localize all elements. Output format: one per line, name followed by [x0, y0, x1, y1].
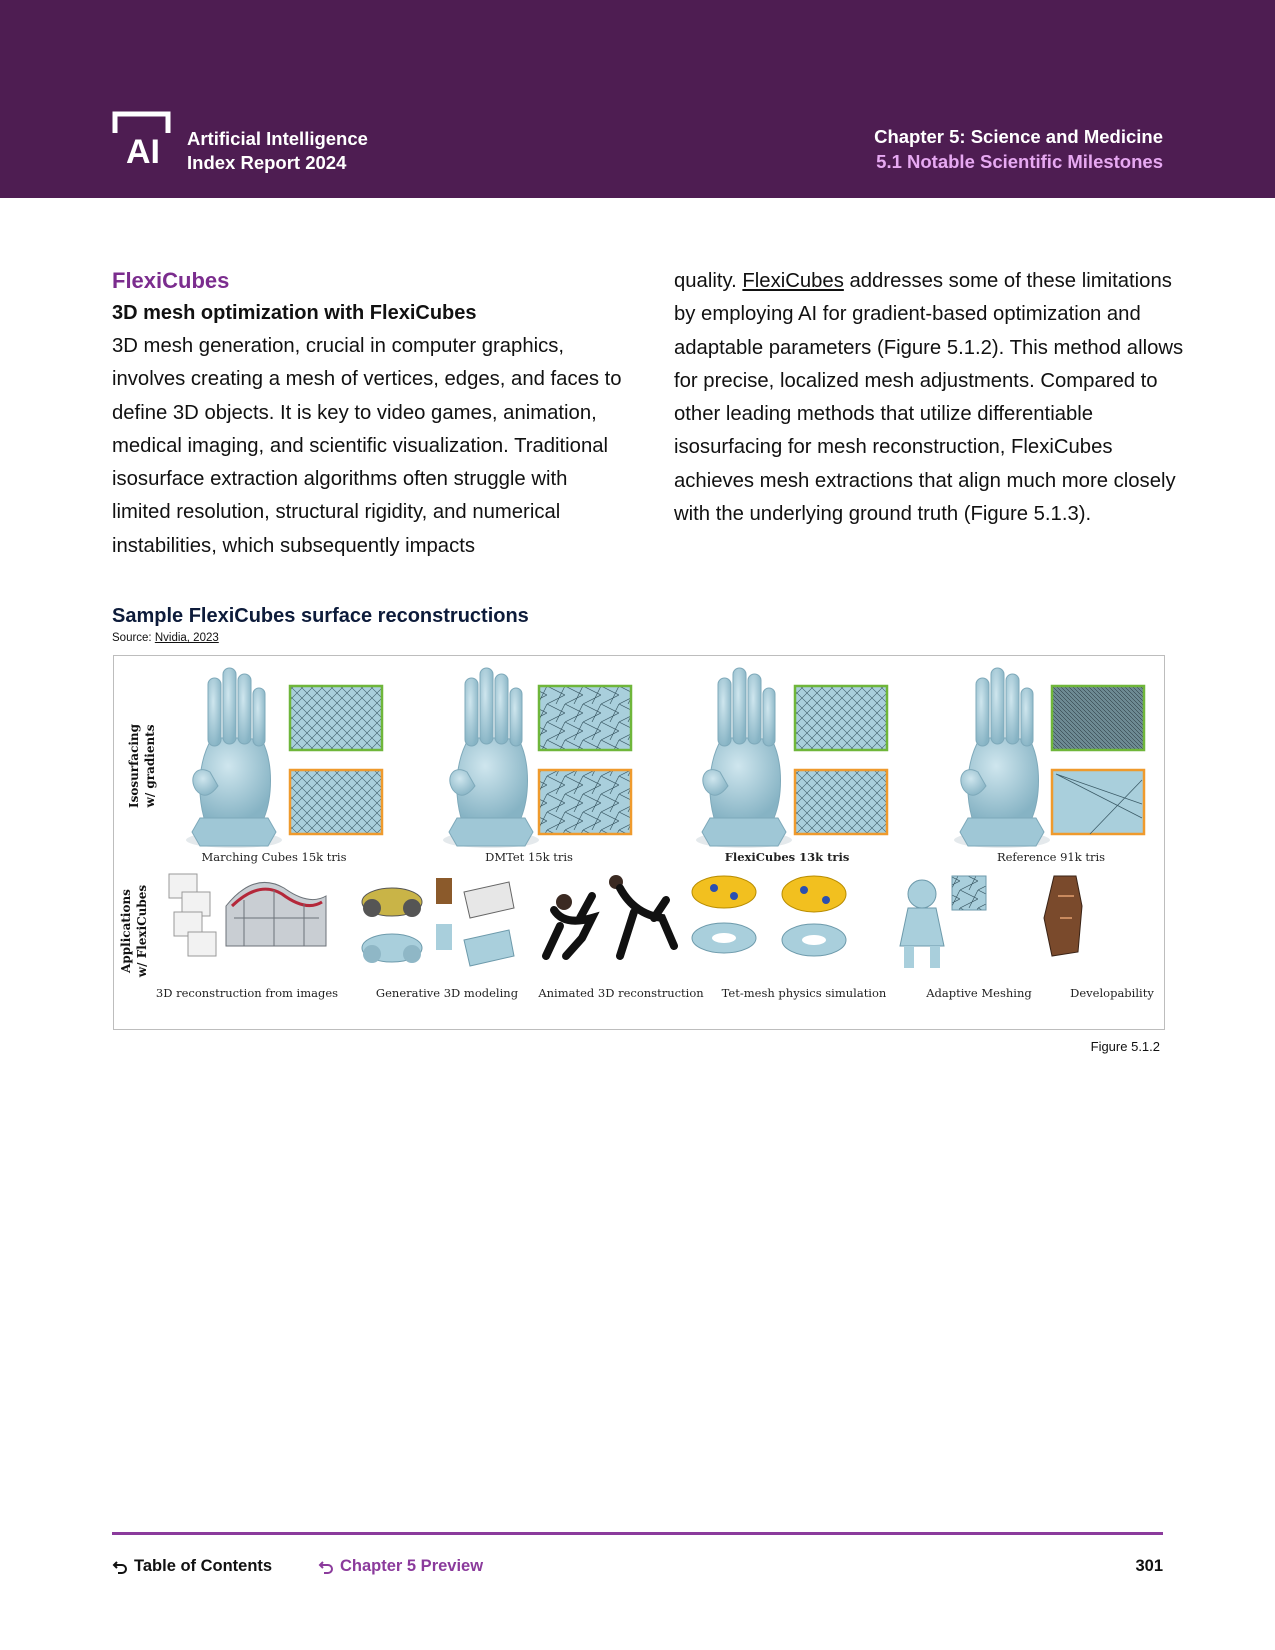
marching-cubes-hand: [186, 668, 382, 848]
left-paragraph: 3D mesh generation, crucial in computer graphics, involves creating a mesh of vertices, edges, and faces to define 3D objects. It is key to video games, animation, medical imaging, and scientific visualization. Traditional isosurface extraction algorithms often struggle with limited resolution, structural rigidity, and numerical instabilities, which subsequently impacts: [112, 335, 622, 557]
flexicubes-hand: [696, 668, 887, 848]
reconstruction-from-images-thumb: [169, 874, 326, 956]
caption-adaptive-meshing: Adaptive Meshing: [926, 986, 1032, 1000]
source-link[interactable]: Nvidia, 2023: [154, 632, 219, 644]
physics-simulation-thumb: [692, 876, 846, 956]
developability-thumb: [1044, 876, 1082, 956]
left-column: [112, 265, 630, 563]
flexicubes-link[interactable]: FlexiCubes: [742, 270, 844, 292]
row1-label-line1: Isosurfacing: [127, 723, 141, 809]
article-title: FlexiCubes: [112, 268, 230, 293]
right-text-end: addresses some of these limitations by employing AI for gradient-based optimization and adaptable parameters (Figure 5.1.2). This method allows for precise, localized mesh adjustments. Compared to other leading methods that utilize differentiable isosurfacing for mesh reconstruction, FlexiCubes achieves mesh extractions that align much more closely with the underlying ground truth (Figure 5.1.3).: [674, 270, 1184, 526]
row2-label-line2: w/ FlexiCubes: [135, 884, 149, 978]
figure-source: [112, 632, 219, 644]
chapter-title: Chapter 5: Science and Medicine: [874, 126, 1163, 147]
row1-label-line2: w/ gradients: [143, 724, 157, 808]
figure-number: Figure 5.1.2: [1090, 1039, 1160, 1054]
ai-index-logo: [112, 111, 174, 167]
caption-reconstruction-from-images: 3D reconstruction from images: [155, 986, 339, 1000]
caption-dmtet: DMTet 15k tris: [485, 850, 573, 864]
right-column: [674, 265, 1192, 531]
article-subtitle: 3D mesh optimization with FlexiCubes: [112, 302, 477, 324]
caption-reference: Reference 91k tris: [996, 850, 1106, 864]
figure-panel: [113, 655, 1165, 1030]
logo-lettering: AI: [126, 133, 160, 167]
caption-animated-reconstruction: Animated 3D reconstruction: [538, 986, 704, 1000]
toc-label: Table of Contents: [134, 1557, 273, 1575]
caption-flexicubes: FlexiCubes 13k tris: [724, 850, 850, 864]
footer-divider: [112, 1532, 1163, 1535]
dmtet-hand: [443, 668, 631, 848]
reference-hand: [954, 668, 1144, 848]
report-line-1: Artificial Intelligence: [187, 128, 368, 149]
page-number: 301: [1135, 1557, 1163, 1575]
source-label: Source:: [112, 632, 155, 644]
return-arrow-icon: [112, 1559, 128, 1575]
row2-label-line1: Applications: [119, 889, 133, 973]
caption-generative-modeling: Generative 3D modeling: [375, 986, 519, 1000]
table-of-contents-link[interactable]: [112, 1557, 272, 1576]
caption-marching-cubes: Marching Cubes 15k tris: [201, 850, 347, 864]
right-paragraph: [674, 265, 1192, 531]
report-line-2: Index Report 2024: [187, 152, 347, 173]
chapter-heading: [874, 124, 1163, 174]
figure-graphic: [114, 656, 1164, 1029]
figure-title: Sample FlexiCubes surface reconstructions: [112, 605, 529, 627]
animated-reconstruction-thumb: [546, 875, 674, 956]
preview-label: Chapter 5 Preview: [340, 1557, 484, 1575]
return-arrow-icon: [318, 1559, 334, 1575]
generative-modeling-thumb: [362, 878, 514, 966]
page-header: [0, 0, 1275, 198]
caption-physics-simulation: Tet-mesh physics simulation: [721, 986, 887, 1000]
right-text-start: quality.: [674, 270, 743, 292]
caption-developability: Developability: [1070, 986, 1154, 1000]
section-title: 5.1 Notable Scientific Milestones: [876, 151, 1163, 172]
report-name: [187, 127, 368, 175]
chapter-preview-link[interactable]: [318, 1557, 483, 1576]
adaptive-meshing-thumb: [900, 876, 986, 968]
